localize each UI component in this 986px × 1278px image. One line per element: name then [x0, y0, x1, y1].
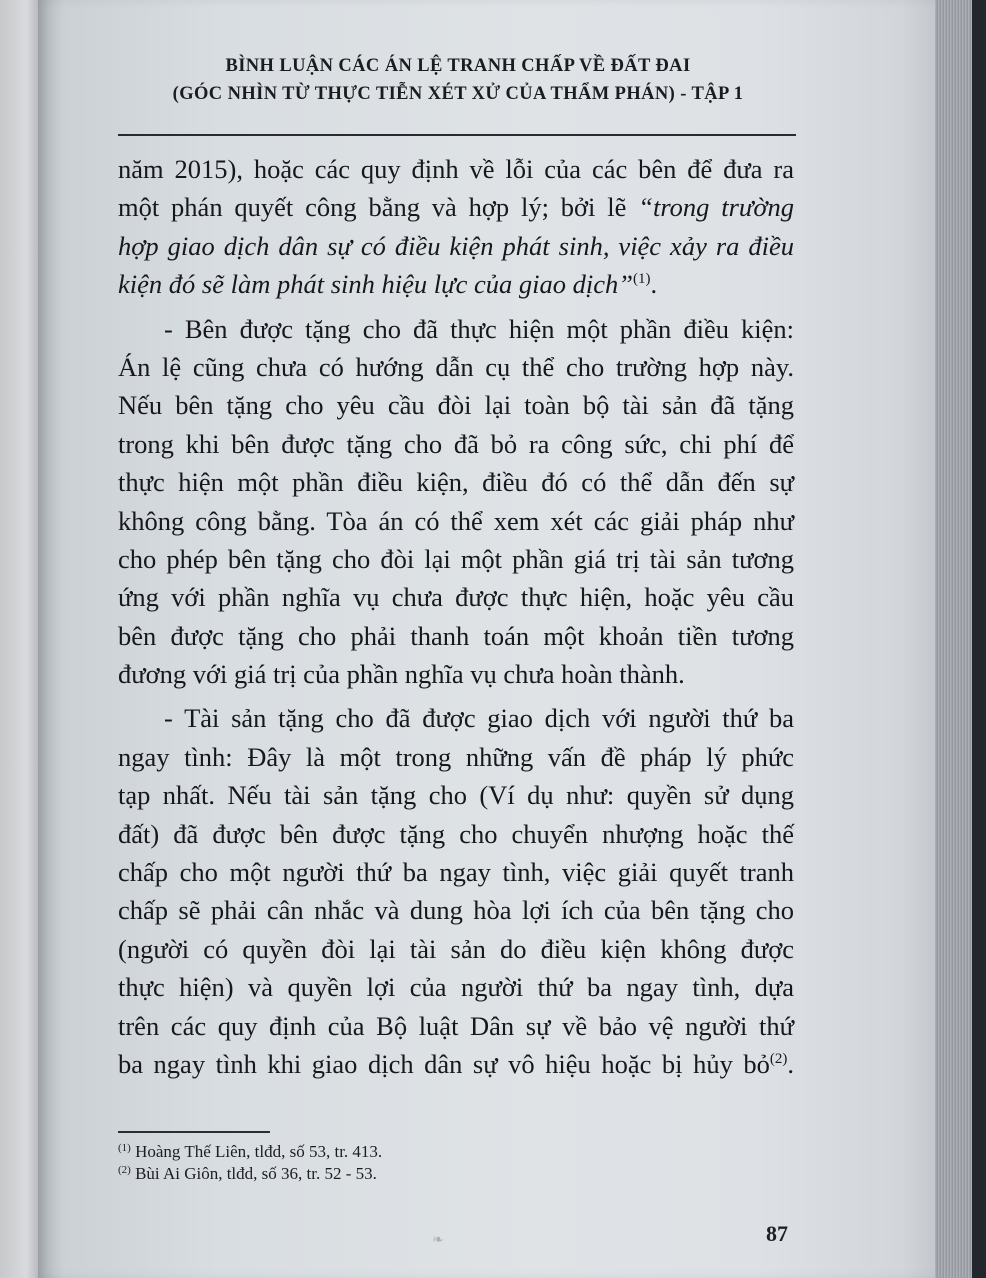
- footnote-1: [118, 1141, 382, 1163]
- text-line: đương với giá trị của phần nghĩa vụ chưa hoàn thành.: [118, 659, 685, 690]
- running-header-line-2: (GÓC NHÌN TỪ THỰC TIỄN XÉT XỬ CỦA THẨM PHÁN) - TẬP 1: [172, 84, 744, 104]
- quote-run: “trong trường: [638, 192, 795, 223]
- text-line: Nếu bên tặng cho yêu cầu đòi lại toàn bộ tài sản đã tặng: [118, 390, 794, 421]
- text-line: năm 2015), hoặc các quy định về lỗi của các bên để đưa ra: [118, 154, 794, 184]
- footnote-rule: [118, 1131, 270, 1133]
- body-text: [118, 150, 794, 1089]
- text-line: [118, 1045, 794, 1083]
- footnote-2: [118, 1163, 382, 1185]
- text-line: trên các quy định của Bộ luật Dân sự về bảo vệ người thứ: [118, 1010, 794, 1041]
- text-line: - Tài sản tặng cho đã được giao dịch với người thứ ba: [164, 703, 794, 734]
- footnote-ref-2: (2): [769, 1050, 788, 1067]
- text-line: chấp cho một người thứ ba ngay tình, việc giải quyết tranh: [118, 857, 794, 888]
- footnote-ref-1: (1): [632, 271, 651, 288]
- text-line: đất) đã được bên được tặng cho chuyển nhượng hoặc thế: [118, 818, 794, 849]
- running-header-line-1: BÌNH LUẬN CÁC ÁN LỆ TRANH CHẤP VỀ ĐẤT ĐAI: [225, 56, 691, 76]
- page-number: 87: [766, 1221, 788, 1246]
- header-rule: [118, 134, 796, 136]
- paragraph-1: [118, 150, 794, 304]
- text-line: cho phép bên tặng cho đòi lại một phần giá trị tài sản tương: [118, 543, 794, 574]
- text-line: ứng với phần nghĩa vụ chưa được thực hiện, hoặc yêu cầu: [118, 582, 794, 613]
- footnote-text: Hoàng Thế Liên, tlđd, số 53, tr. 413.: [130, 1142, 383, 1161]
- paragraph-2: [118, 310, 794, 694]
- footnote-mark: (2): [118, 1164, 131, 1176]
- text-line: tạp nhất. Nếu tài sản tặng cho (Ví dụ như: quyền sử dụng: [118, 780, 794, 811]
- text-line: - Bên được tặng cho đã thực hiện một phần điều kiện:: [164, 313, 794, 344]
- book-page-edges: [935, 0, 986, 1278]
- paragraph-3: [118, 699, 794, 1083]
- text-line: [118, 265, 794, 303]
- text-run: .: [787, 1048, 794, 1079]
- text-run: một phán quyết công bằng và hợp lý; bởi lẽ: [118, 192, 639, 223]
- footnotes: [118, 1141, 382, 1185]
- text-line: thực hiện) và quyền lợi của người thứ ba ngay tình, dựa: [118, 972, 794, 1003]
- text-line: ngay tình: Đây là một trong những vấn đề pháp lý phức: [118, 741, 794, 772]
- footnote-mark: (1): [118, 1142, 131, 1154]
- text-line: Án lệ cũng chưa có hướng dẫn cụ thể cho trường hợp này.: [118, 351, 794, 382]
- quote-run: kiện đó sẽ làm phát sinh hiệu lực của giao dịch”: [118, 269, 633, 300]
- text-line: trong khi bên được tặng cho đã bỏ ra công sức, chi phí để: [118, 428, 794, 459]
- ornament-icon: ❧: [432, 1233, 444, 1248]
- text-run: .: [650, 269, 658, 300]
- text-line: hợp giao dịch dân sự có điều kiện phát sinh, việc xảy ra điều: [118, 230, 794, 261]
- text-line: bên được tặng cho phải thanh toán một khoản tiền tương: [118, 620, 794, 651]
- text-line: chấp sẽ phải cân nhắc và dung hòa lợi ích của bên tặng cho: [118, 895, 794, 926]
- text-run: ba ngay tình khi giao dịch dân sự vô hiệu hoặc bị hủy bỏ: [118, 1048, 770, 1079]
- running-header: [120, 52, 796, 108]
- text-line: không công bằng. Tòa án có thể xem xét các giải pháp như: [118, 505, 794, 536]
- text-line: thực hiện một phần điều kiện, điều đó có thể dẫn đến sự: [118, 467, 794, 498]
- footnote-text: Bùi Ai Giôn, tlđd, số 36, tr. 52 - 53.: [130, 1164, 377, 1183]
- text-line: [118, 188, 794, 226]
- text-line: (người có quyền đòi lại tài sản do điều kiện không được: [118, 933, 794, 964]
